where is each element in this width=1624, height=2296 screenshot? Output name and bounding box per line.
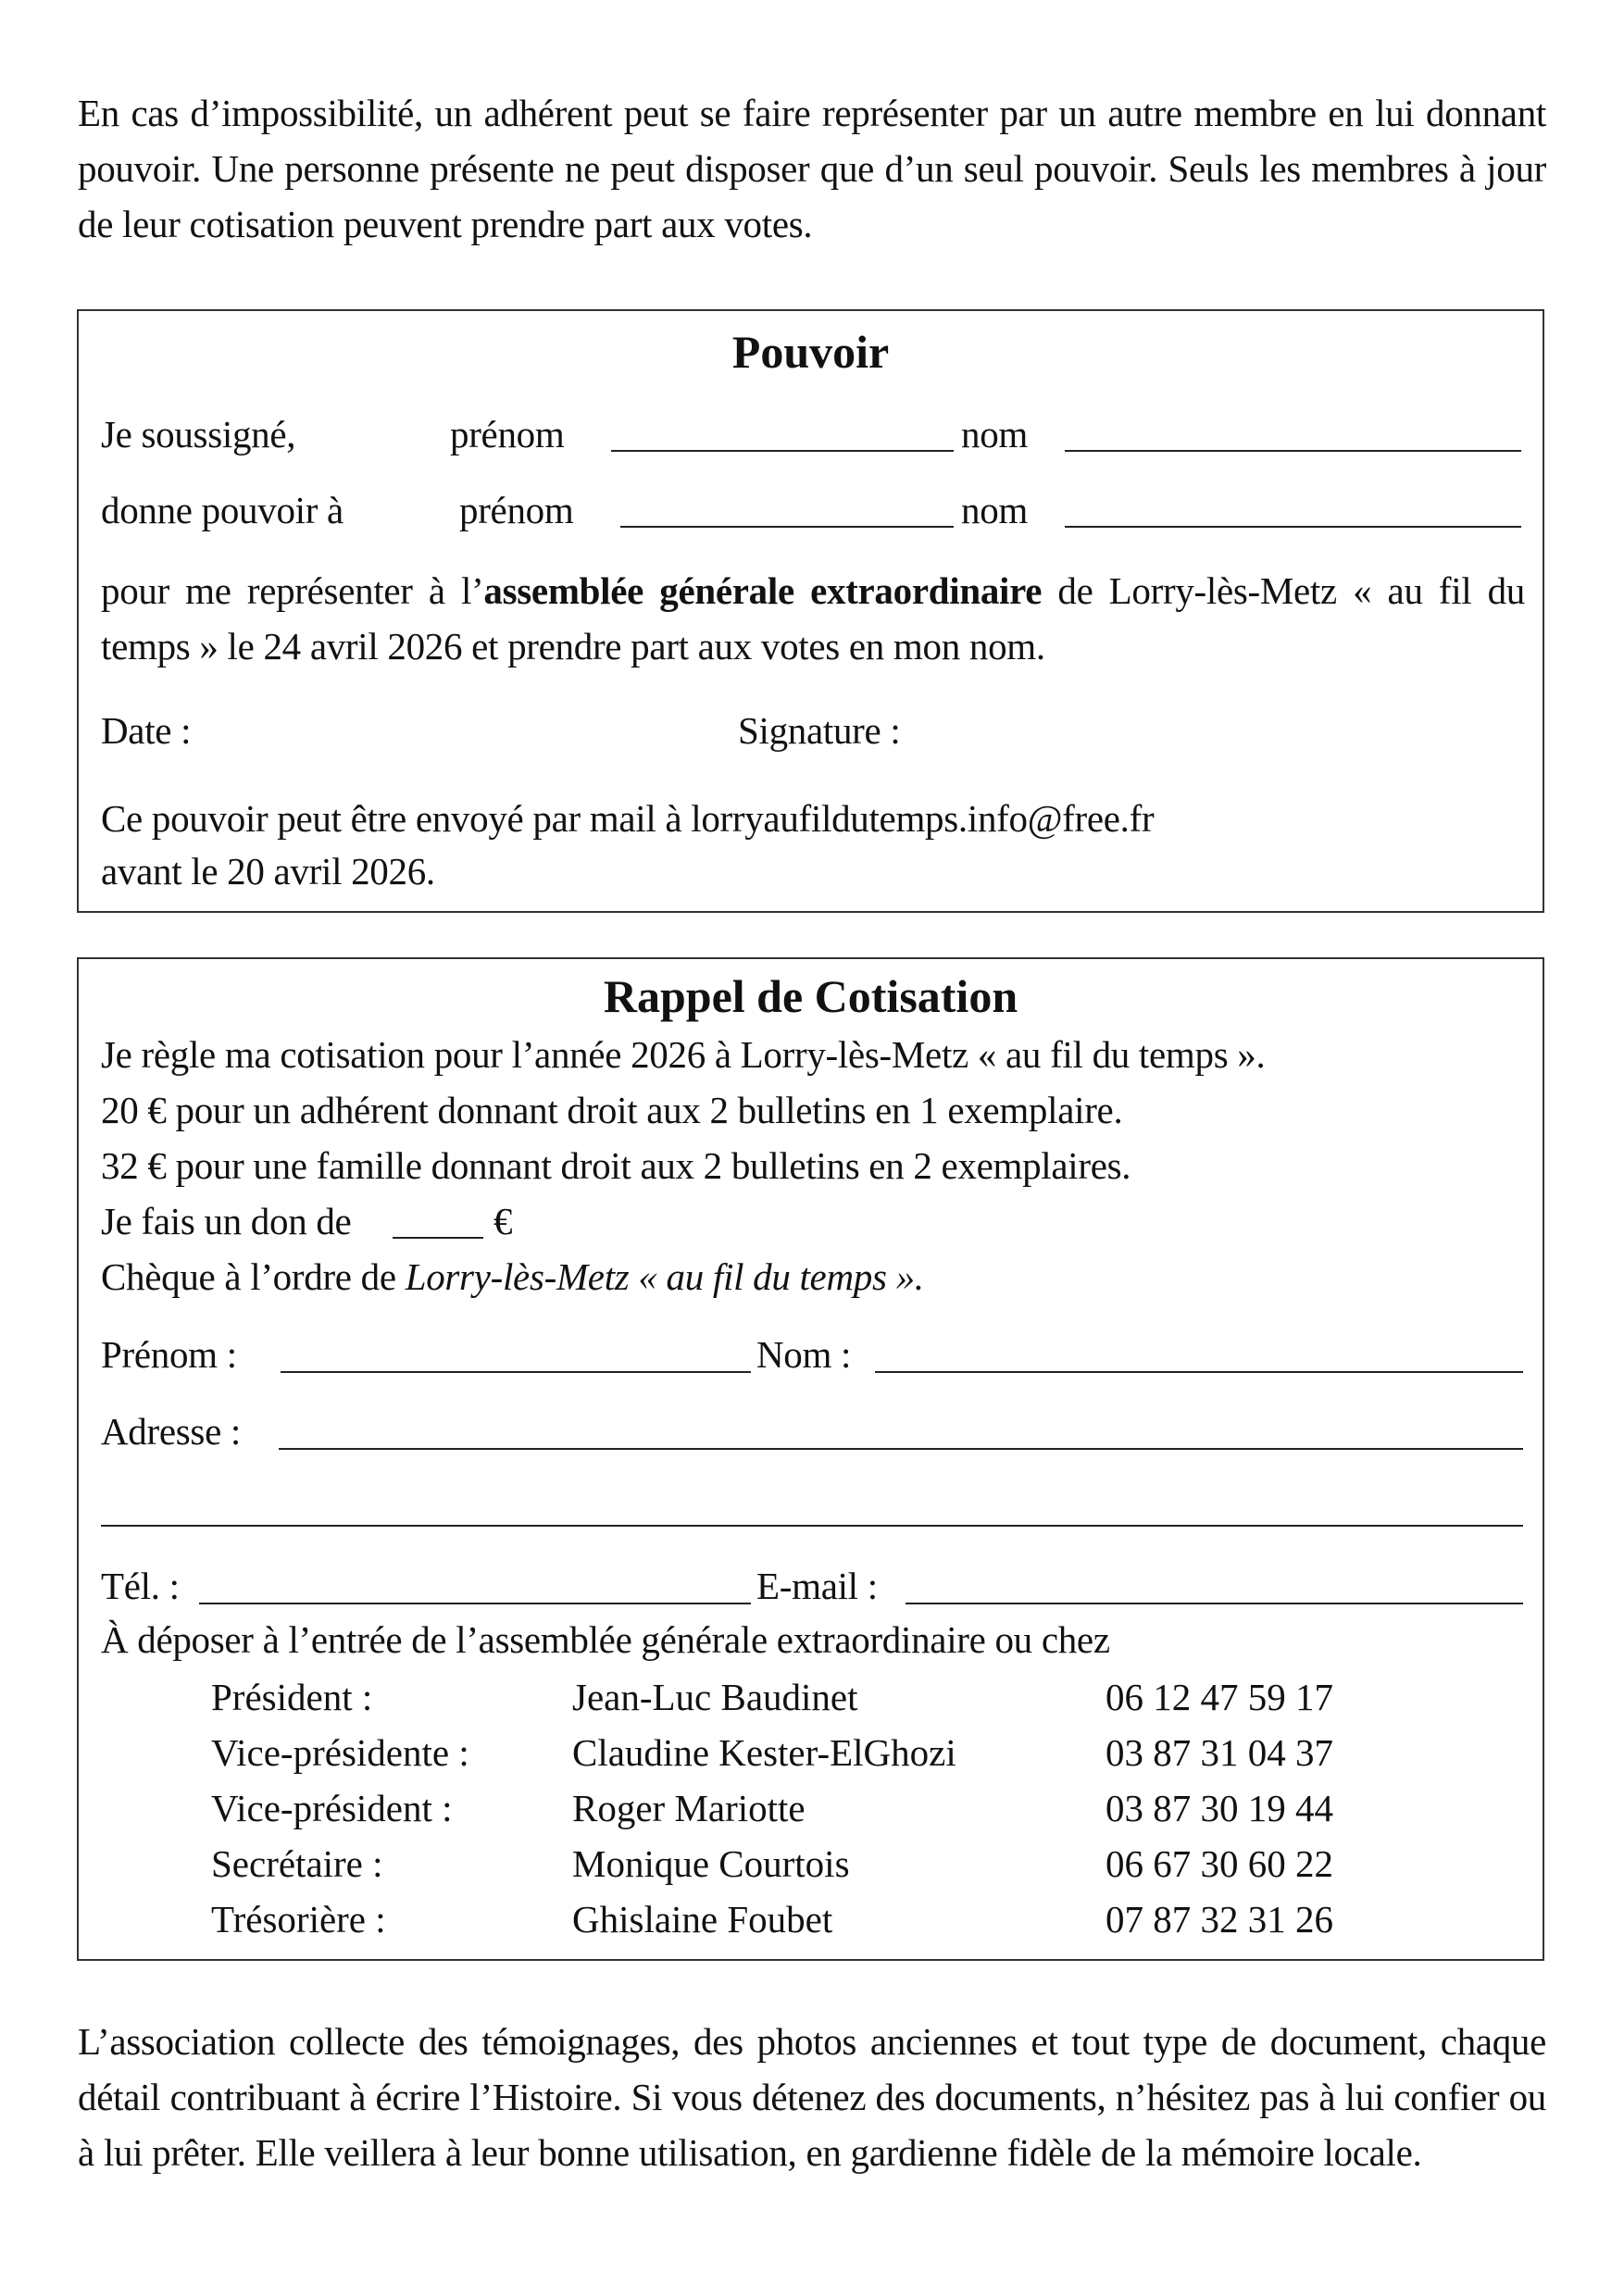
- line1-label: Je soussigné,: [101, 413, 296, 455]
- contact-role: Vice-président :: [211, 1787, 453, 1829]
- contact-phone: 06 67 30 60 22: [1106, 1842, 1333, 1885]
- prenom-label: Prénom :: [101, 1333, 237, 1376]
- signature-label: Signature :: [738, 709, 901, 752]
- contact-name: Monique Courtois: [572, 1842, 850, 1885]
- contact-name: Claudine Kester-ElGhozi: [572, 1731, 956, 1774]
- cotisation-line-3: 32 € pour une famille donnant droit aux 2 bulletins en 2 exemplaires.: [101, 1144, 1131, 1187]
- tel-label: Tél. :: [101, 1565, 180, 1607]
- pouvoir-form: [77, 309, 1544, 913]
- adresse-line-2-field[interactable]: [101, 1525, 1523, 1527]
- don-field[interactable]: [393, 1237, 483, 1239]
- nom1-field[interactable]: [1065, 450, 1521, 452]
- email-field[interactable]: [906, 1603, 1523, 1604]
- body-bold: assemblée générale extraordinaire: [483, 569, 1043, 612]
- contact-phone: 06 12 47 59 17: [1106, 1676, 1333, 1718]
- cheque-payee: Lorry-lès-Metz « au fil du temps ».: [405, 1255, 924, 1298]
- prenom2-label: prénom: [459, 489, 574, 531]
- mail-line-1: Ce pouvoir peut être envoyé par mail à lorryaufildutemps.info@free.fr: [101, 797, 1155, 840]
- prenom2-field[interactable]: [620, 526, 954, 528]
- contact-phone: 03 87 31 04 37: [1106, 1731, 1333, 1774]
- cotisation-line-2: 20 € pour un adhérent donnant droit aux 2 bulletins en 1 exemplaire.: [101, 1089, 1123, 1131]
- nom-field[interactable]: [875, 1371, 1523, 1373]
- pouvoir-body: [101, 563, 1525, 674]
- prenom1-field[interactable]: [611, 450, 954, 452]
- body-after: de Lorry-lès-Metz « au fil du temps » le 24 avril 2026 et prendre part aux votes en mon nom.: [101, 569, 1525, 668]
- contact-name: Roger Mariotte: [572, 1787, 806, 1829]
- cheque-prefix: Chèque à l’ordre de: [101, 1255, 406, 1298]
- tel-field[interactable]: [199, 1603, 751, 1604]
- euro-icon: €: [493, 1200, 513, 1242]
- contact-phone: 03 87 30 19 44: [1106, 1787, 1333, 1829]
- nom1-label: nom: [961, 413, 1028, 455]
- email-label: E-mail :: [756, 1565, 878, 1607]
- nom2-field[interactable]: [1065, 526, 1521, 528]
- nom2-label: nom: [961, 489, 1028, 531]
- outro-paragraph: L’association collecte des témoignages, des photos anciennes et tout type de document, chaque détail contribuant à écrire l’Histoire. Si vous détenez des documents, n’hésitez pas à lui confier ou à lui prêter. Elle veillera à leur bonne utilisation, en gardienne fidèle de la mémoire locale.: [78, 2020, 1546, 2174]
- date-label: Date :: [101, 709, 192, 752]
- prenom-field[interactable]: [281, 1371, 751, 1373]
- nom-label: Nom :: [756, 1333, 852, 1376]
- contact-name: Jean-Luc Baudinet: [572, 1676, 858, 1718]
- mail-line-2: avant le 20 avril 2026.: [101, 850, 435, 892]
- contact-phone: 07 87 32 31 26: [1106, 1898, 1333, 1940]
- line2-label: donne pouvoir à: [101, 489, 344, 531]
- adresse-field[interactable]: [279, 1448, 1523, 1450]
- cotisation-title: Rappel de Cotisation: [603, 970, 1018, 1022]
- intro-paragraph: En cas d’impossibilité, un adhérent peut se faire représenter par un autre membre en lui donnant pouvoir. Une personne présente ne peut disposer que d’un seul pouvoir. Seuls les membres à jour de leur cotisation peuvent prendre part aux votes.: [78, 92, 1546, 245]
- prenom1-label: prénom: [450, 413, 565, 455]
- pouvoir-title: Pouvoir: [731, 326, 890, 378]
- body-before: pour me représenter à l’: [101, 569, 484, 612]
- cotisation-line-1: Je règle ma cotisation pour l’année 2026 à Lorry-lès-Metz « au fil du temps ».: [101, 1033, 1266, 1076]
- cheque-line: [101, 1254, 924, 1300]
- contact-role: Trésorière :: [211, 1898, 386, 1940]
- contact-role: Secrétaire :: [211, 1842, 383, 1885]
- contact-role: Vice-présidente :: [211, 1731, 469, 1774]
- don-label: Je fais un don de: [101, 1200, 352, 1242]
- adresse-label: Adresse :: [101, 1410, 242, 1453]
- deposit-text: À déposer à l’entrée de l’assemblée générale extraordinaire ou chez: [101, 1618, 1110, 1661]
- contact-name: Ghislaine Foubet: [572, 1898, 833, 1940]
- contact-role: Président :: [211, 1676, 373, 1718]
- cotisation-form: [77, 957, 1544, 1961]
